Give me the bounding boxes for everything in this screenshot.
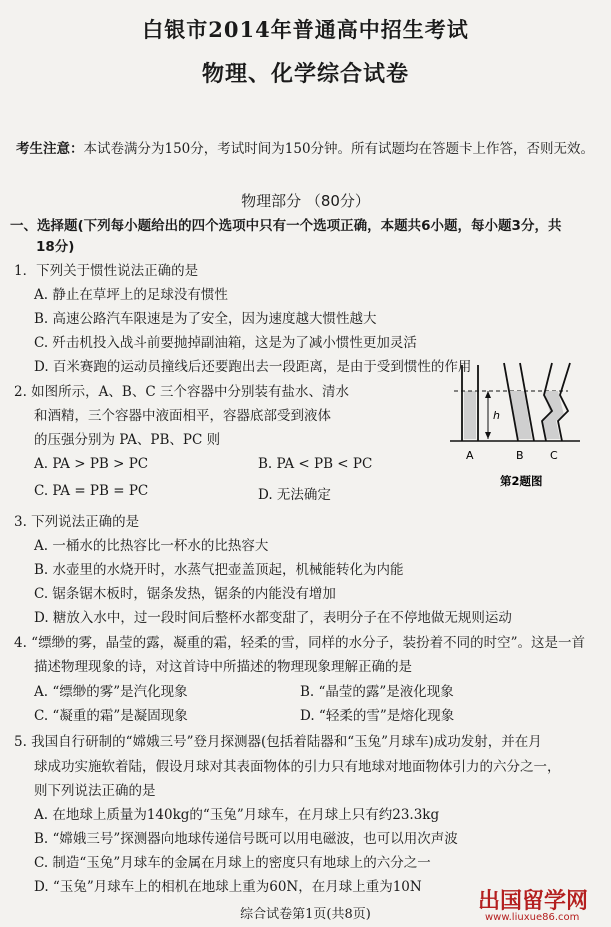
q1-option-d: D. 百米赛跑的运动员撞线后还要跑出去一段距离，是由于受到惯性的作用 bbox=[34, 359, 472, 375]
q5-option-b: B. “嫦娥三号”探测器向地球传递信号既可以用电磁波，也可以用次声波 bbox=[34, 831, 458, 847]
notice-label: 考生注意： bbox=[16, 141, 84, 157]
q1-option-c: C. 歼击机投入战斗前要抛掉副油箱，这是为了减小惯性更加灵活 bbox=[34, 335, 417, 351]
exam-title: 白银市2014年普通高中招生考试 bbox=[142, 17, 469, 42]
figure-label-a: A bbox=[466, 449, 474, 462]
q2-stem-line3: 的压强分别为 PA、PB、PC 则 bbox=[34, 432, 221, 448]
q1-option-b: B. 高速公路汽车限速是为了安全，因为速度越大惯性越大 bbox=[34, 311, 377, 327]
section-title: 物理部分 （80分） bbox=[241, 192, 370, 210]
q5-stem-line2: 球成功实施软着陆，假设月球对其表面物体的引力只有地球对地面物体引力的六分之一， bbox=[34, 759, 561, 775]
q3-option-b: B. 水壶里的水烧开时，水蒸气把壶盖顶起，机械能转化为内能 bbox=[34, 562, 404, 578]
q1-option-a: A. 静止在草坪上的足球没有惯性 bbox=[34, 287, 228, 303]
part1-heading-line2: 18分) bbox=[36, 239, 75, 255]
q5-option-c: C. 制造“玉兔”月球车的金属在月球上的密度只有地球上的六分之一 bbox=[34, 855, 431, 871]
watermark-url[interactable]: www.liuxue86.com bbox=[485, 912, 580, 923]
q4-stem-line1: 4. “缥缈的雾，晶莹的露，凝重的霜，轻柔的雪，同样的水分子，装扮着不同的时空”。这是一首 bbox=[14, 635, 585, 651]
figure-label-c: C bbox=[550, 449, 558, 462]
q3-option-c: C. 锯条锯木板时，锯条发热，锯条的内能没有增加 bbox=[34, 586, 336, 602]
exam-notice bbox=[16, 137, 594, 157]
container-c-shape bbox=[542, 363, 570, 441]
part1-heading-line1: 一、选择题(下列每小题给出的四个选项中只有一个选项正确，本题共6小题，每小题3分，共 bbox=[10, 218, 562, 234]
q1-stem: 1．下列关于惯性说法正确的是 bbox=[14, 263, 199, 279]
q2-option-a: A. PA > PB > PC bbox=[34, 456, 149, 472]
figure-caption: 第2题图 bbox=[500, 474, 543, 488]
q2-stem-line1: 2. 如图所示，A、B、C 三个容器中分别装有盐水、清水 bbox=[14, 384, 349, 400]
q5-stem-line1: 5. 我国自行研制的“嫦娥三号”登月探测器(包括着陆器和“玉兔”月球车)成功发射，并在月 bbox=[14, 734, 542, 750]
q4-option-d: D. “轻柔的雪”是熔化现象 bbox=[300, 708, 455, 724]
exam-subtitle: 物理、化学综合试卷 bbox=[201, 62, 409, 87]
q3-stem: 3. 下列说法正确的是 bbox=[14, 514, 140, 530]
container-a-shape bbox=[462, 365, 478, 441]
q5-option-a: A. 在地球上质量为140kg的“玉兔”月球车，在月球上只有约23.3kg bbox=[34, 807, 440, 823]
q2-container-figure bbox=[440, 355, 590, 505]
figure-label-b: B bbox=[516, 449, 524, 462]
q4-option-a: A. “缥缈的雾”是汽化现象 bbox=[34, 684, 188, 700]
page-footer: 综合试卷第1页(共8页) bbox=[240, 907, 371, 922]
q2-option-b: B. PA < PB < PC bbox=[258, 456, 373, 472]
q3-option-a: A. 一桶水的比热容比一杯水的比热容大 bbox=[34, 538, 269, 554]
q4-option-b: B. “晶莹的露”是液化现象 bbox=[300, 684, 454, 700]
height-marker bbox=[485, 391, 491, 439]
q3-option-d: D. 糖放入水中，过一段时间后整杯水都变甜了，表明分子在不停地做无规则运动 bbox=[34, 610, 512, 626]
figure-label-h: h bbox=[493, 409, 500, 422]
q4-stem-line2: 描述物理现象的诗，对这首诗中所描述的物理现象理解正确的是 bbox=[34, 659, 412, 675]
q5-option-d: D. “玉兔”月球车上的相机在地球上重为60N，在月球上重为10N bbox=[34, 879, 422, 895]
q2-stem-line2: 和酒精，三个容器中液面相平，容器底部受到液体 bbox=[34, 408, 331, 424]
container-b-shape bbox=[504, 363, 534, 441]
q5-stem-line3: 则下列说法正确的是 bbox=[34, 783, 156, 799]
q4-option-c: C. “凝重的霜”是凝固现象 bbox=[34, 708, 188, 724]
q2-option-d: D. 无法确定 bbox=[258, 487, 331, 503]
notice-text: 本试卷满分为150分，考试时间为150分钟。所有试题均在答题卡上作答，否则无效。 bbox=[83, 141, 595, 157]
watermark-logo-text: 出国留学网 bbox=[478, 889, 589, 914]
q2-option-c: C. PA = PB = PC bbox=[34, 483, 149, 499]
